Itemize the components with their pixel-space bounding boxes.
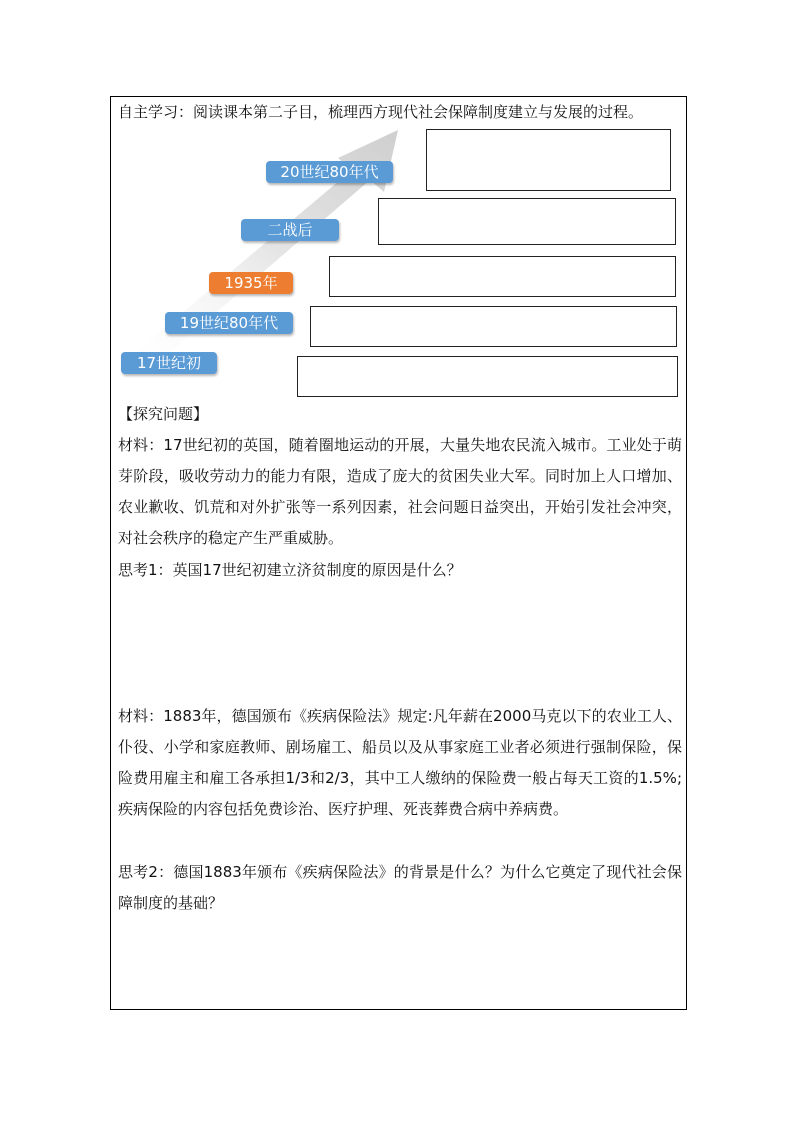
intro-text: 自主学习：阅读课本第二子目，梳理西方现代社会保障制度建立与发展的过程。 [118,103,644,121]
question-1: 思考1：英国17世纪初建立济贫制度的原因是什么？ [118,561,462,579]
answer-box-17th-century[interactable] [297,356,678,397]
timeline-pill-1880s: 19世纪80年代 [165,312,293,334]
timeline-pill-1980s: 20世纪80年代 [266,161,393,183]
section-heading: 【探究问题】 [118,405,209,423]
timeline-pill-17th-century: 17世纪初 [121,352,217,374]
answer-box-1935[interactable] [329,256,676,297]
answer-box-1880s[interactable] [310,306,677,347]
timeline-pill-postwar: 二战后 [241,219,339,241]
timeline-pill-1935: 1935年 [209,272,293,294]
answer-box-1980s[interactable] [426,129,671,191]
material-1: 材料：17世纪初的英国，随着圈地运动的开展，大量失地农民流入城市。工业处于萌芽阶段，吸收劳动力的能力有限，造成了庞大的贫困失业大军。同时加上人口增加、农业歉收、饥荒和对外扩张等一系列因素，社会问题日益突出，开始引发社会冲突，对社会秩序的稳定产生严重威胁。 [118,436,682,547]
material-2: 材料：1883年，德国颁布《疾病保险法》规定:凡年薪在2000马克以下的农业工人、仆役、小学和家庭教师、剧场雇工、船员以及从事家庭工业者必须进行强制保险，保险费用雇主和雇工各承担1/3和2/3，其中工人缴纳的保险费一般占每天工资的1.5%;疾病保险的内容包括免费诊治、医疗护理、死丧葬费合病中养病费。 [118,707,682,818]
question-2: 思考2：德国1883年颁布《疾病保险法》的背景是什么？为什么它奠定了现代社会保障制度的基础？ [118,863,682,912]
answer-box-postwar[interactable] [378,198,676,245]
